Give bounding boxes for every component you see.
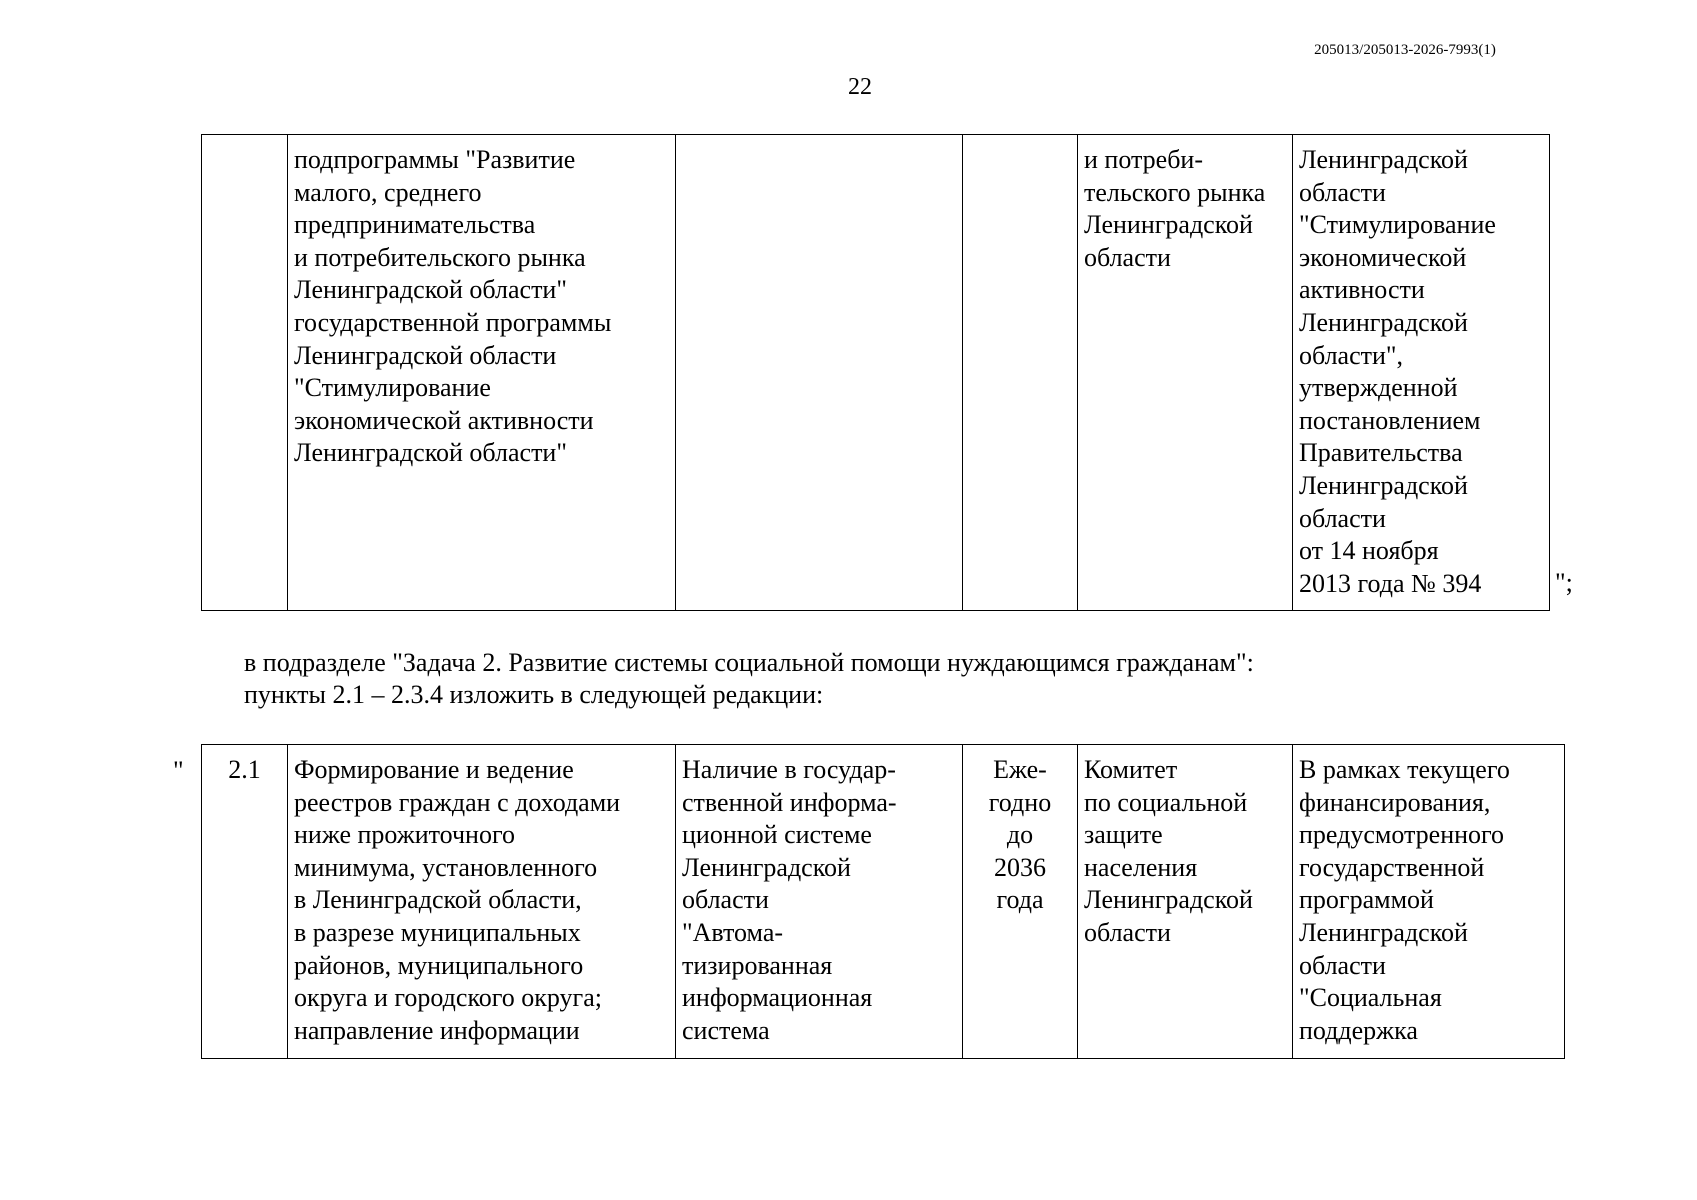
opening-quote-mark: " — [173, 756, 184, 785]
cell-text: Еже- годно до 2036 года — [988, 755, 1052, 915]
page-number: 22 — [848, 74, 872, 100]
table-cell-responsible — [1078, 745, 1293, 1059]
table-cell-term — [963, 745, 1078, 1059]
table-cell-result — [676, 745, 963, 1059]
table-cell-financing — [1293, 745, 1565, 1059]
closing-quote-mark: "; — [1555, 568, 1573, 597]
cell-text: Формирование и ведение реестров граждан с доходами ниже прожиточного минимума, установленного в Ленинградской области, в разрезе муниципальных районов, муниципального округа и городского округа; направление информации — [294, 755, 621, 1045]
table-cell-name — [288, 745, 676, 1059]
cell-text: В рамках текущего финансирования, предусмотренного государственной программой Ленинградской области "Социальная поддержка — [1299, 755, 1510, 1045]
table-cell-term — [963, 135, 1078, 611]
amendment-paragraph: пункты 2.1 – 2.3.4 изложить в следующей редакции: — [244, 680, 824, 709]
table-cell-number — [202, 745, 288, 1059]
table-cell-responsible — [1078, 135, 1293, 611]
cell-text: 2.1 — [228, 755, 261, 784]
cell-text: Наличие в государ- ственной информа- ционной системе Ленинградской области "Автома- тизированная информационная система — [682, 755, 897, 1045]
table-top — [201, 134, 1550, 611]
amendment-paragraph: в подразделе "Задача 2. Развитие системы социальной помощи нуждающимся гражданам": — [244, 648, 1254, 677]
table-cell-number — [202, 135, 288, 611]
table-cell-name — [288, 135, 676, 611]
table-row — [202, 745, 1565, 1059]
cell-text: Комитет по социальной защите населения Ленинградской области — [1084, 755, 1253, 947]
table-cell-financing — [1293, 135, 1550, 611]
table-bottom — [201, 744, 1565, 1059]
table-row — [202, 135, 1550, 611]
cell-text: Ленинградской области "Стимулирование экономической активности Ленинградской области", утвержденной постановлением Правительства Ленинградской области от 14 ноября 2013 года № 394 — [1299, 145, 1496, 598]
document-id: 205013/205013-2026-7993(1) — [1314, 42, 1496, 58]
table-cell-result — [676, 135, 963, 611]
cell-text: и потреби- тельского рынка Ленинградской области — [1084, 145, 1266, 272]
cell-text: подпрограммы "Развитие малого, среднего предпринимательства и потребительского рынка Ленинградской области" государственной программы Ленинградской области "Стимулирование экономической активности Ленинградской области" — [294, 145, 612, 468]
